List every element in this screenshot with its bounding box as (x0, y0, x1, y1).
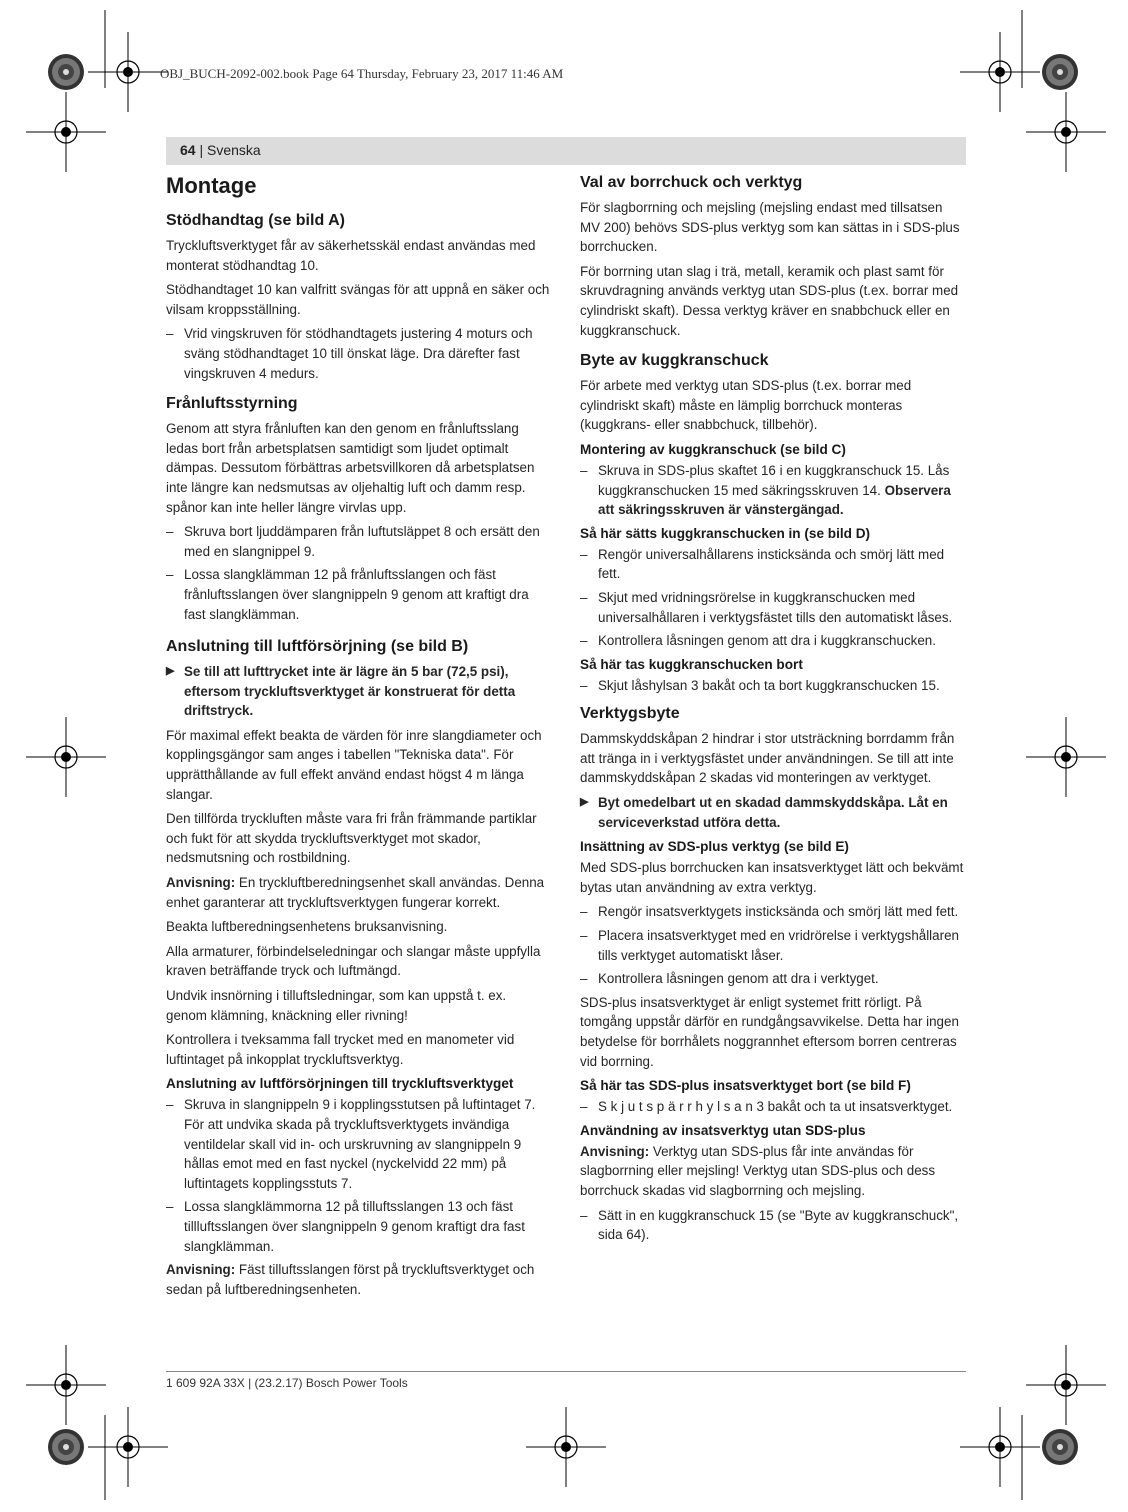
warning-item: ▶ Se till att lufttrycket inte är lägre än 5 bar (72,5 psi), eftersom tryckluftsverktyget är konstruerat för detta driftstryck. (166, 662, 550, 721)
list-item: – Vrid vingskruven för stödhandtagets justering 4 moturs och sväng stödhandtaget 10 till önskat läge. Dra därefter fast vingskruven 4 medurs. (166, 326, 533, 381)
heading-anslutning: Anslutning till luftförsörjning (se bild B) (166, 638, 469, 656)
subheading-anslutning-verktyg: Anslutning av luftförsörjningen till tryckluftsverktyget (166, 1076, 514, 1092)
paragraph: Kontrollera i tveksamma fall trycket med en manometer vid luftintaget på inkopplat tryckluftsverktyg. (166, 1032, 515, 1067)
header-separator: | (195, 142, 207, 158)
print-info: OBJ_BUCH-2092-002.book Page 64 Thursday, February 23, 2017 11:46 AM (160, 66, 564, 81)
warning-item: ▶ Byt omedelbart ut en skadad dammskyddskåpa. Låt en serviceverkstad utföra detta. (580, 793, 966, 832)
paragraph: Den tillförda tryckluften måste vara fri från främmande partiklar och fukt för att skydda tryckluftsverktyget mot skador, nedsmutsning och rostbildning. (166, 811, 537, 866)
subheading-tas-bort: Så här tas kuggkranschucken bort (580, 656, 803, 672)
paragraph: Stödhandtaget 10 kan valfritt svängas för att uppnå en säker och vilsam kroppsställning. (166, 282, 550, 317)
footer-rule (166, 1371, 966, 1372)
subheading-satts-in: Så här sätts kuggkranschucken in (se bild D) (580, 525, 871, 541)
list-item: – Skruva in slangnippeln 9 i kopplingsstutsen på luftintaget 7. För att undvika skada på tryckluftsverktygets invändiga ventildelar skall vid in- och urskruvning av slangnippeln 9 hållas emot med en fast nyckel (nyckelvidd 22 mm) på luftintagets kopplingsstuts 7. (166, 1097, 536, 1191)
page-title: Montage (166, 173, 257, 198)
paragraph: Genom att styra frånluften kan den genom en frånluftsslang ledas bort från arbetsplatsen samtidigt som ljudet optimalt dämpas. Dessutom förbättras arbetsvillkoren då arbetsplatsen inte längre kan nedsmutsas av oljehaltig luft och damm resp. spånor kan inte heller längre virvlas upp. (166, 421, 535, 515)
paragraph: För slagborrning och mejsling (mejsling endast med tillsatsen MV 200) behövs SDS-plus verktyg som kan sättas in i SDS-plus borrchucken. (580, 200, 960, 255)
note: Anvisning: Verktyg utan SDS-plus får inte användas för slagborrning eller mejsling! Verktyg utan SDS-plus och dess borrchuck skadas vid slagborrning och mejsling. (580, 1143, 936, 1198)
subheading-utan-sds: Användning av insatsverktyg utan SDS-plus (580, 1122, 866, 1138)
heading-byte-kuggkranschuck: Byte av kuggkranschuck (580, 352, 769, 370)
heading-franluft: Frånluftsstyrning (166, 395, 298, 413)
arrow-icon: ▶ (580, 796, 589, 809)
list-item: – Skjut låshylsan 3 bakåt och ta bort kuggkranschucken 15. (580, 677, 940, 693)
paragraph: Tryckluftsverktyget får av säkerhetsskäl endast användas med monterat stödhandtag 10. (166, 238, 536, 273)
list-item: – Rengör insatsverktygets insticksända och smörj lätt med fett. (580, 904, 959, 920)
list-item: – Kontrollera låsningen genom att dra i kuggkranschucken. (580, 633, 936, 649)
note: Anvisning: Fäst tilluftsslangen först på tryckluftsverktyget och sedan på luftberedningsenheten. (166, 1262, 535, 1297)
heading-verktygsbyte: Verktygsbyte (580, 705, 680, 723)
list-item: – Lossa slangklämmorna 12 på tilluftsslangen 13 och fäst tillluftsslangen över slangnippeln 9 genom kraftigt dra fast slangklämman. (166, 1199, 525, 1254)
heading-stodhandtag: Stödhandtag (se bild A) (166, 212, 345, 229)
paragraph: För arbete med verktyg utan SDS-plus (t.ex. borrar med cylindriskt skaft) måste en lämplig borrchuck monteras (kuggkrans- eller snabbchuck, tillbehör). (580, 378, 912, 433)
paragraph: För maximal effekt beakta de värden för inre slangdiameter och kopplingsgängor sam anges i tabellen "Tekniska data". För upprätthållande av full effekt använd endast högst 4 m länga slangar. (166, 727, 542, 802)
list-item: – Skruva bort ljuddämparen från luftutsläppet 8 och ersätt den med en slangnippel 9. (166, 524, 540, 559)
paragraph: Beakta luftberedningsenhetens bruksanvisning. (166, 919, 448, 935)
list-item: – Lossa slangklämman 12 på frånluftsslangen och fäst frånluftsslangen över slangnippeln 9 genom att kraftigt dra fast slangklämman. (166, 567, 529, 622)
list-item: – Sätt in en kuggkranschuck 15 (se "Byte av kuggkranschuck", sida 64). (580, 1207, 959, 1243)
right-column (580, 172, 966, 1249)
heading-val-borrchuck: Val av borrchuck och verktyg (580, 174, 803, 191)
list-item: – Skjut med vridningsrörelse in kuggkranschucken med universalhållaren i verktygsfästet tills den automatiskt låses. (580, 589, 953, 625)
list-item: – Rengör universalhållarens insticksända och smörj lätt med fett. (580, 546, 945, 582)
subheading-sds-bort: Så här tas SDS-plus insatsverktyget bort (se bild F) (580, 1078, 911, 1094)
list-item: – Kontrollera låsningen genom att dra i verktyget. (580, 971, 879, 987)
list-item: – Placera insatsverktyget med en vridrörelse i verktygshållaren tills verktyget automatiskt låser. (580, 928, 959, 963)
subheading-sds-insattning: Insättning av SDS-plus verktyg (se bild E) (580, 839, 849, 855)
subheading-montering: Montering av kuggkranschuck (se bild C) (580, 441, 846, 457)
paragraph: För borrning utan slag i trä, metall, keramik och plast samt för skruvdragning används verktyg utan SDS-plus (t.ex. borrar med cylindriskt skaft). Dessa verktyg kräver en snabbchuck eller en kuggkranschuck. (580, 263, 959, 338)
paragraph: Dammskyddskåpan 2 hindrar i stor utsträckning borrdamm från att tränga in i verktygsfästet under användningen. Se till att inte dammskyddskåpan 2 skadas vid monteringen av verktyget. (580, 731, 955, 786)
paragraph: Med SDS-plus borrchucken kan insatsverktyget lätt och bekvämt bytas utan användning av extra verktyg. (580, 860, 964, 895)
header-section: Svenska (207, 142, 261, 158)
page-header (166, 137, 966, 165)
list-item: – S k j u t s p ä r r h y l s a n 3 bakåt och ta ut insatsverktyget. (580, 1099, 953, 1115)
page-footer: 1 609 92A 33X | (23.2.17) Bosch Power Tools (166, 1376, 408, 1390)
list-item: – Skruva in SDS-plus skaftet 16 i en kuggkranschuck 15. Lås kuggkranschucken 15 med säkringsskruven 14. Observera att säkringsskruven är vänstergängad. (580, 462, 951, 518)
paragraph: Undvik insnörning i tilluftsledningar, som kan uppstå t. ex. genom klämning, knäckning eller rivning! (166, 988, 507, 1023)
note: Anvisning: En tryckluftberedningsenhet skall användas. Denna enhet garanterar att tryckluftsverktygen fungerar korrekt. (166, 875, 545, 910)
paragraph: SDS-plus insatsverktyget är enligt systemet fritt rörligt. På tomgång uppstår därför en rundgångsavvikelse. Detta har ingen betydelse för borrhålets noggrannhet eftersom borren centreras vid borrning. (580, 994, 959, 1069)
left-column (166, 172, 550, 1304)
page-number: 64 (180, 142, 196, 158)
arrow-icon: ▶ (166, 665, 175, 678)
paragraph: Alla armaturer, förbindelseledningar och slangar måste uppfylla kraven beträffande tryck och luftmängd. (166, 943, 541, 979)
